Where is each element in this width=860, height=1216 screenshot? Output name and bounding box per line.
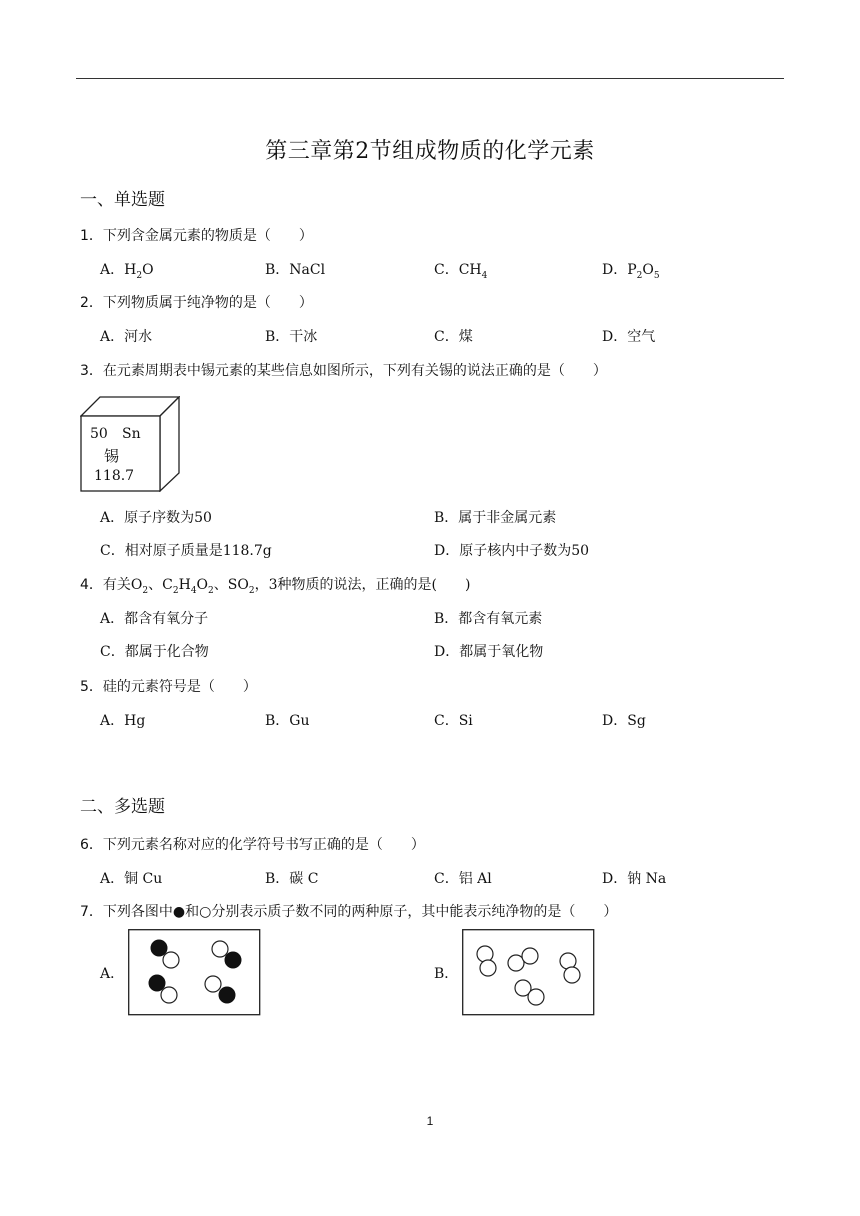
option-a: A．河水: [100, 329, 153, 345]
question-number: 1．: [80, 228, 103, 244]
question-7: 7．下列各图中●和○分别表示质子数不同的两种原子，其中能表示纯净物的是（ ）: [80, 904, 618, 920]
option-a: A．: [100, 966, 125, 982]
option-b: B．: [434, 966, 459, 982]
option-d: D．Sg: [602, 713, 646, 729]
atomic-mass: 118.7: [94, 468, 135, 484]
option-b: B．干冰: [265, 329, 318, 345]
option-d: D．$P_2O_5$: [602, 262, 660, 281]
option-c: C．相对原子质量是118.7g: [100, 543, 272, 559]
option-c: C．铝 Al: [434, 871, 492, 887]
option-b: B．都含有氧元素: [434, 611, 543, 627]
option-d: D．空气: [602, 329, 656, 345]
option-c: C．煤: [434, 329, 473, 345]
option-c: C．都属于化合物: [100, 644, 209, 660]
option-a: A．都含有氧分子: [100, 611, 209, 627]
option-b-molecule-figure: [462, 929, 595, 1021]
option-c: C．$CH_4$: [434, 262, 488, 281]
option-d: D．都属于氧化物: [434, 644, 544, 660]
question-2: 2．下列物质属于纯净物的是（ ）: [80, 295, 313, 311]
option-a-molecule-figure: [128, 929, 261, 1021]
section-multiple-choice: 二、多选题: [80, 797, 165, 817]
question-text: 下列含金属元素的物质是（ ）: [102, 228, 313, 244]
question-4: 4．有关$O_2$、$C_2H_4O_2$、$SO_2$，3种物质的说法，正确的是( ): [80, 577, 471, 596]
option-a: A．铜 Cu: [100, 871, 163, 887]
header-rule: [76, 78, 784, 79]
element-name: 锡: [104, 447, 120, 465]
question-1: [80, 225, 313, 245]
option-d: D．钠 Na: [602, 871, 667, 887]
element-symbol: Sn: [122, 426, 141, 442]
option-d: D．原子核内中子数为50: [434, 543, 590, 559]
option-b: B．碳 C: [265, 871, 319, 887]
option-a: A．$H_2O$: [100, 262, 154, 281]
question-5: 5．硅的元素符号是（ ）: [80, 679, 257, 695]
option-a: A．原子序数为50: [100, 510, 212, 526]
page-title: 第三章第2节组成物质的化学元素: [265, 139, 595, 164]
tin-element-cube-figure: [80, 396, 180, 492]
question-3: 3．在元素周期表中锡元素的某些信息如图所示，下列有关锡的说法正确的是（ ）: [80, 363, 607, 379]
atomic-number: 50: [90, 426, 108, 442]
option-b: B．Gu: [265, 713, 310, 729]
section-single-choice: 一、单选题: [80, 190, 165, 210]
option-b: B．NaCl: [265, 262, 326, 278]
option-b: B．属于非金属元素: [434, 510, 557, 526]
question-6: 6．下列元素名称对应的化学符号书写正确的是（ ）: [80, 837, 425, 853]
option-a: A．Hg: [100, 713, 146, 729]
option-c: C．Si: [434, 713, 473, 729]
page-number: 1: [426, 1114, 434, 1128]
